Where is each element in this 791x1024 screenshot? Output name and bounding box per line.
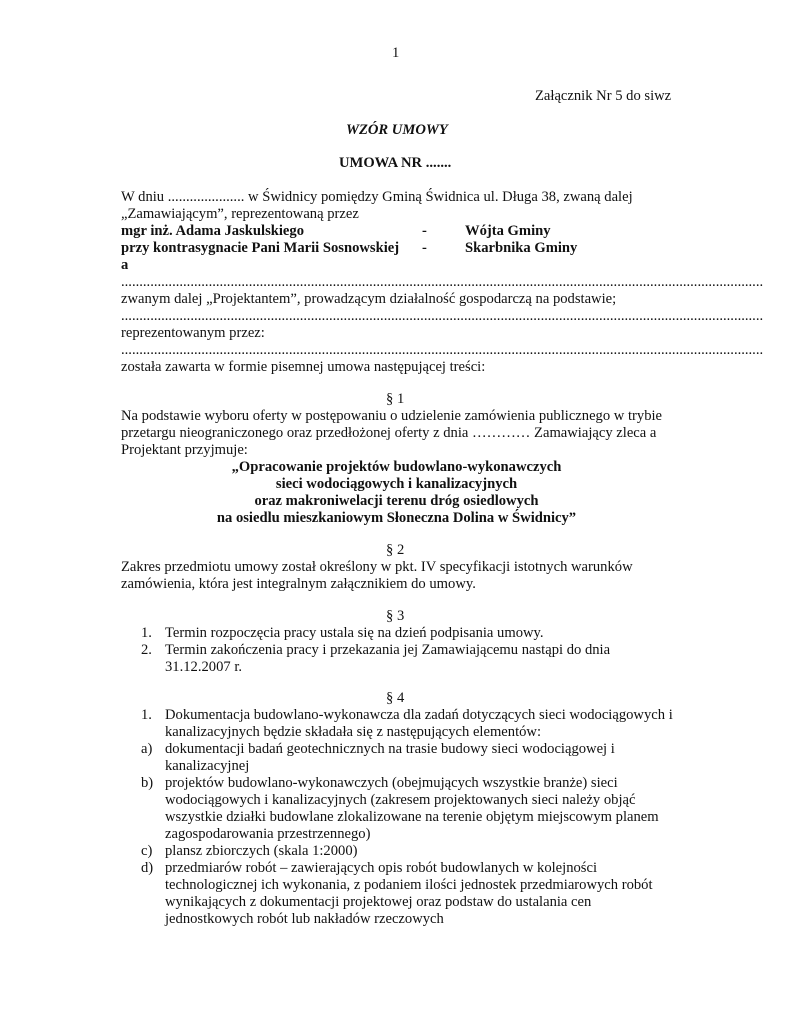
section-4-item-d-line-4: jednostkowych robót lub nakładów rzeczowych: [165, 911, 444, 927]
blank-line-2: ................................................................................................................................................................................: [121, 308, 764, 324]
section-4-item-1-number: 1.: [141, 707, 152, 723]
section-4-item-d-line-2: technologicznej ich wykonania, z podaniem ilości jednostek przedmiarowych robót: [165, 877, 653, 893]
representative-2-name: przy kontrasygnacie Pani Marii Sosnowskiej: [121, 240, 400, 256]
document-title: WZÓR UMOWY: [346, 122, 448, 138]
section-1-line-2: przetargu nieograniczonego oraz przedłożonej oferty z dnia ………… Zamawiający zleca a: [121, 425, 657, 441]
section-4-heading: § 4: [386, 690, 405, 706]
section-4-item-a-line-1: dokumentacji badań geotechnicznych na trasie budowy sieci wodociągowej i: [165, 741, 615, 757]
subject-title-line-1: „Opracowanie projektów budowlano-wykonawczych: [231, 459, 562, 475]
page-number: 1: [392, 45, 400, 61]
representative-1-name: mgr inż. Adama Jaskulskiego: [121, 223, 304, 239]
section-3-item-2-line-1: Termin zakończenia pracy i przekazania jej Zamawiającemu nastąpi do dnia: [165, 642, 611, 658]
concluded-line: została zawarta w formie pisemnej umowa następującej treści:: [121, 359, 486, 375]
section-4-item-b-line-4: zagospodarowania przestrzennego): [165, 826, 371, 842]
section-4-item-1-line-1: Dokumentacja budowlano-wykonawcza dla zadań dotyczących sieci wodociągowych i: [165, 707, 673, 723]
subject-title-line-2: sieci wodociągowych i kanalizacyjnych: [275, 476, 518, 492]
section-2-line-2: zamówienia, która jest integralnym załącznikiem do umowy.: [121, 576, 476, 592]
attachment-label: Załącznik Nr 5 do siwz: [535, 88, 672, 104]
section-2-heading: § 2: [386, 542, 405, 558]
section-4-item-c-line-1: plansz zbiorczych (skala 1:2000): [165, 843, 358, 859]
section-4-item-d-line-3: wynikających z dokumentacji projektowej oraz podstaw do ustalania cen: [165, 894, 592, 910]
section-4-item-b-letter: b): [141, 775, 154, 791]
representative-2-role: Skarbnika Gminy: [465, 240, 578, 256]
section-4-item-a-line-2: kanalizacyjnej: [165, 758, 250, 774]
representative-1-dash: -: [422, 223, 427, 239]
conjunction-a: a: [121, 257, 129, 273]
section-3-item-2-line-2: 31.12.2007 r.: [165, 659, 243, 675]
blank-line-3: ................................................................................................................................................................................: [121, 342, 764, 358]
section-4-item-b-line-1: projektów budowlano-wykonawczych (obejmujących wszystkie branże) sieci: [165, 775, 618, 791]
section-4-item-b-line-2: wodociągowych i kanalizacyjnych (zakresem projektowanych sieci należy objąć: [165, 792, 636, 808]
section-2-line-1: Zakres przedmiotu umowy został określony w pkt. IV specyfikacji istotnych warunków: [121, 559, 633, 575]
section-3-item-1-number: 1.: [141, 625, 152, 641]
section-4-item-c-letter: c): [141, 843, 153, 859]
contract-number: UMOWA NR .......: [339, 155, 452, 171]
section-3-item-2-number: 2.: [141, 642, 152, 658]
section-1-line-1: Na podstawie wyboru oferty w postępowaniu o udzielenie zamówienia publicznego w trybie: [121, 408, 663, 424]
section-1-line-3: Projektant przyjmuje:: [121, 442, 248, 458]
subject-title-line-3: oraz makroniwelacji terenu dróg osiedlowych: [254, 493, 539, 509]
section-3-heading: § 3: [386, 608, 405, 624]
representative-2-dash: -: [422, 240, 427, 256]
representative-1-role: Wójta Gminy: [465, 223, 551, 239]
intro-line-1: W dniu ..................... w Świdnicy pomiędzy Gminą Świdnica ul. Długa 38, zwaną dalej: [121, 189, 633, 205]
section-1-heading: § 1: [386, 391, 405, 407]
section-4-item-b-line-3: wszystkie działki budowlane zlokalizowane na terenie objętym miejscowym planem: [165, 809, 659, 825]
section-4-item-a-letter: a): [141, 741, 153, 757]
section-4-item-d-letter: d): [141, 860, 154, 876]
representative-line: reprezentowanym przez:: [121, 325, 265, 341]
intro-line-2: „Zamawiającym”, reprezentowaną przez: [121, 206, 359, 222]
projektant-line: zwanym dalej „Projektantem”, prowadzącym działalność gospodarczą na podstawie;: [121, 291, 617, 307]
section-4-item-d-line-1: przedmiarów robót – zawierających opis robót budowlanych w kolejności: [165, 860, 598, 876]
blank-line-1: ................................................................................................................................................................................: [121, 274, 764, 290]
section-4-item-1-line-2: kanalizacyjnych będzie składała się z następujących elementów:: [165, 724, 542, 740]
subject-title-line-4: na osiedlu mieszkaniowym Słoneczna Dolina w Świdnicy”: [216, 510, 577, 526]
section-3-item-1: Termin rozpoczęcia pracy ustala się na dzień podpisania umowy.: [165, 625, 544, 641]
